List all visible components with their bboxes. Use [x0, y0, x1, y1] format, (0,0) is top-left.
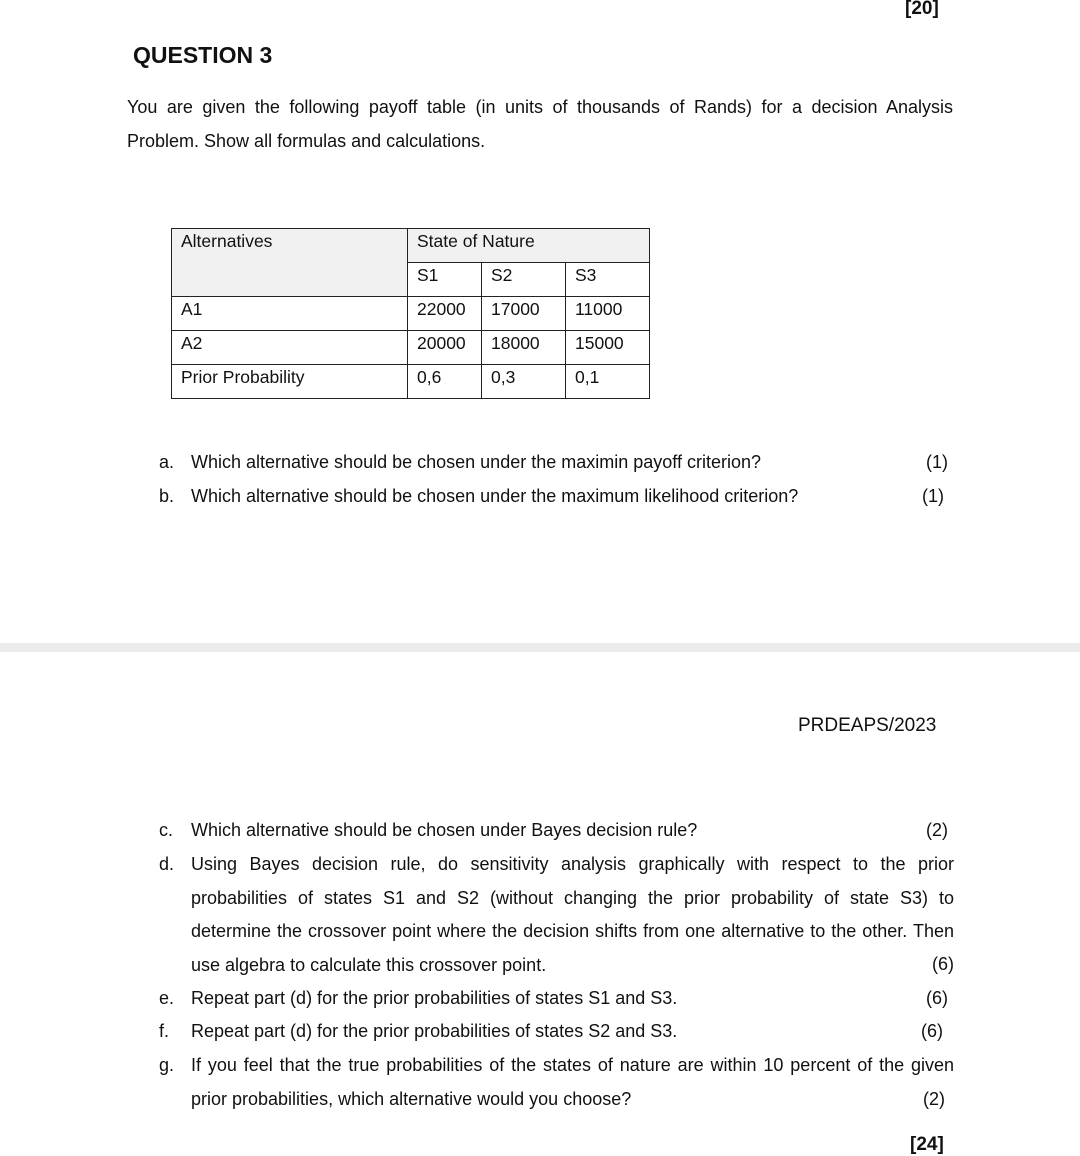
- header-state-s2: S2: [482, 263, 566, 297]
- cell-value: 0,6: [408, 365, 482, 399]
- question-marks-g: (2): [917, 1083, 945, 1117]
- question-letter: b.: [159, 486, 175, 506]
- question-item-f: [159, 1015, 954, 1049]
- question-letter: e.: [159, 988, 175, 1008]
- question-letter: g.: [159, 1055, 175, 1075]
- question-title: QUESTION 3: [133, 42, 273, 68]
- question-text: Which alternative should be chosen under the maximin payoff criterion?: [191, 452, 761, 472]
- question-letter: c.: [159, 820, 174, 840]
- question-item-c: [159, 814, 954, 848]
- page-divider: [0, 643, 1080, 652]
- cell-value: 17000: [482, 297, 566, 331]
- table-row: [172, 331, 650, 365]
- question-item-d: [159, 848, 954, 982]
- question-text: Repeat part (d) for the prior probabilities of states S1 and S3.: [191, 988, 678, 1008]
- question-marks-c: (2): [926, 820, 948, 840]
- cell-value: 11000: [566, 297, 650, 331]
- question-text: Repeat part (d) for the prior probabilities of states S2 and S3.: [191, 1021, 678, 1041]
- question-marks-f: (6): [921, 1021, 943, 1041]
- table-row: [172, 365, 650, 399]
- question-letter: f.: [159, 1021, 170, 1041]
- cell-value: 0,3: [482, 365, 566, 399]
- question-text: If you feel that the true probabilities of the states of nature are within 10 percent of the given prior probabilities, which alternative would you choose?: [191, 1055, 954, 1109]
- question-item-b: [159, 480, 954, 514]
- header-state-of-nature: State of Nature: [408, 229, 650, 263]
- total-marks-top: [20]: [905, 0, 939, 19]
- row-label: A2: [172, 331, 408, 365]
- row-label: Prior Probability: [172, 365, 408, 399]
- total-marks-bottom: [24]: [910, 1134, 944, 1155]
- header-state-s1: S1: [408, 263, 482, 297]
- question-text: Which alternative should be chosen under Bayes decision rule?: [191, 820, 698, 840]
- question-item-g: [159, 1049, 954, 1116]
- cell-value: 0,1: [566, 365, 650, 399]
- cell-value: 15000: [566, 331, 650, 365]
- table-row: [172, 297, 650, 331]
- cell-value: 22000: [408, 297, 482, 331]
- header-state-s3: S3: [566, 263, 650, 297]
- payoff-table: [171, 228, 650, 399]
- header-alternatives: Alternatives: [172, 229, 408, 297]
- question-intro: You are given the following payoff table (in units of thousands of Rands) for a decision Analysis Problem. Show all formulas and calculations.: [127, 97, 953, 151]
- cell-value: 18000: [482, 331, 566, 365]
- row-label: A1: [172, 297, 408, 331]
- question-text: Which alternative should be chosen under the maximum likelihood criterion?: [191, 486, 799, 506]
- module-code: PRDEAPS/2023: [798, 715, 937, 736]
- question-marks-b: (1): [922, 486, 944, 506]
- question-marks-a: (1): [926, 452, 948, 472]
- cell-value: 20000: [408, 331, 482, 365]
- question-item-e: [159, 982, 954, 1016]
- question-text: Using Bayes decision rule, do sensitivity analysis graphically with respect to the prior probabilities of states S1 and S2 (without changing the prior probability of state S3) to determine the crossover point where the decision shifts from one alternative to the other. Then use algebra to calculate this crossover point.: [191, 854, 954, 975]
- question-marks-e: (6): [926, 988, 948, 1008]
- question-letter: d.: [159, 854, 175, 874]
- question-item-a: [159, 446, 954, 480]
- question-marks-d: (6): [926, 948, 954, 982]
- question-letter: a.: [159, 452, 175, 472]
